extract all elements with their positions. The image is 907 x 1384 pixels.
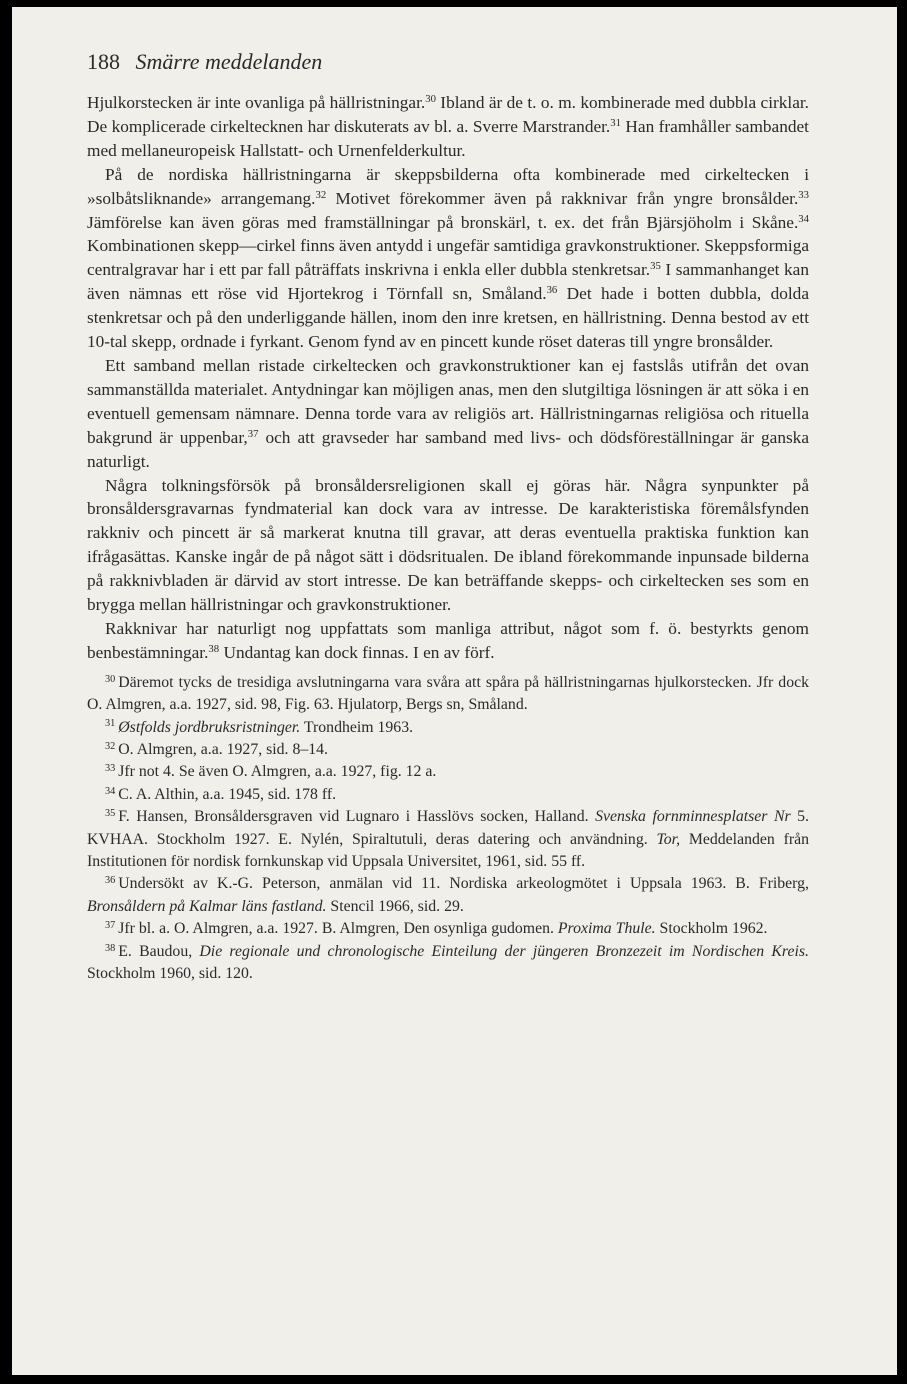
page-number: 188 [87,49,120,74]
footnote-ref: 30 [425,93,436,106]
paragraph-text: Motivet förekommer även på rakknivar från yngre bronsålder. [326,188,799,208]
page [12,7,897,1375]
paragraph-text: Jämförelse kan även göras med framställningar på bronskärl, t. ex. det från Bjärsjöholm i Skåne. [87,212,799,232]
footnote [87,918,809,940]
page-header [87,49,322,75]
paragraph [87,91,809,163]
paragraph [87,354,809,474]
paragraph [87,163,809,354]
footnote-text: Jfr not 4. Se även O. Almgren, a.a. 1927, fig. 12 a. [118,763,437,781]
footnote-number: 31 [105,718,116,730]
footnote-text: C. A. Althin, a.a. 1945, sid. 178 ff. [118,785,337,803]
footnote-text: Stockholm 1960, sid. 120. [87,965,253,983]
footnote-number: 38 [105,942,116,954]
footnote [87,717,809,739]
footnote-number: 33 [105,763,116,775]
footnote-number: 36 [105,875,116,887]
footnote-text: Stencil 1966, sid. 29. [326,897,464,915]
footnote-ref: 38 [208,642,220,655]
footnote-text: Undersökt av K.-G. Peterson, anmälan vid 11. Nordiska arkeologmötet i Uppsala 1963. B. Friberg, [118,875,809,893]
footnote-text: Däremot tycks de tresidiga avslutningarna vara svåra att spåra på hällristningarnas hjulkorstecken. Jfr dock O. Almgren, a.a. 1927, sid. 98, Fig. 63. Hjulatorp, Bergs sn, Småland. [87,673,809,714]
footnote-text: Proxima Thule. [557,920,656,938]
paragraph [87,474,809,617]
footnote-ref: 34 [798,212,809,225]
paragraph [87,617,809,665]
footnote-text: Meddelanden från Institutionen för nordisk fornkunskap vid Uppsala Universitet, 1961, sid. 55 ff. [87,830,809,870]
paragraph-text: På de nordiska hällristningarna är skeppsbilderna ofta kombinerade med cirkeltecken i »solbåtsliknande» arrangemang. [87,164,809,208]
footnote-text: O. Almgren, a.a. 1927, sid. 8–14. [118,740,328,758]
footnote-text: E. Baudou, [118,942,200,960]
footnote-text: Bronsåldern på Kalmar läns fastland. [87,897,327,915]
footnote-text: Jfr bl. a. O. Almgren, a.a. 1927. B. Almgren, Den osynliga gudomen. [118,920,558,938]
footnote-text: Østfolds jordbruksristninger. [118,718,301,736]
footnote-ref: 33 [798,188,809,201]
running-title: Smärre meddelanden [135,49,323,74]
paragraph-text: I sammanhanget kan även nämnas ett röse vid Hjortekrog i Törnfall sn, Småland. [87,260,809,304]
footnote [87,941,809,986]
footnote-number: 34 [105,785,116,797]
footnote-ref: 35 [650,260,661,273]
footnote-ref: 31 [610,117,621,130]
footnote-ref: 32 [315,188,327,201]
footnote-text: Trondheim 1963. [300,718,414,736]
paragraph-text: Ett samband mellan ristade cirkeltecken och gravkonstruktioner kan ej fastslås utifrån det ovan sammanställda materialet. Antydningar kan möjligen anas, men den slutgiltiga lösningen är att söka i en eventuell gemensam nämnare. Denna torde vara av religiös art. Hällristningarnas religiösa och rituella bakgrund är uppenbar, [87,355,809,447]
paragraph-text: Rakknivar har naturligt nog uppfattats som manliga attribut, något som f. ö. bestyrkts genom benbestämningar. [87,618,809,662]
footnote [87,739,809,761]
footnote-ref: 36 [546,284,558,297]
footnote [87,873,809,918]
paragraph-text: Hjulkorstecken är inte ovanliga på hällristningar. [87,93,426,112]
footnote [87,761,809,783]
paragraph-text: Han framhåller sambandet med mellaneuropeisk Hallstatt- och Urnenfelderkultur. [87,116,809,160]
paragraph-text: Ibland är de t. o. m. kombinerade med dubbla cirklar. De komplicerade cirkeltecknen har diskuterats av bl. a. Sverre Marstrander. [87,93,809,136]
paragraph-text: Undantag kan dock finnas. I en av förf. [219,642,495,662]
paragraph-text: och att gravseder har samband med livs- och dödsföreställningar är ganska naturligt. [87,427,809,471]
paragraph-text: Det hade i botten dubbla, dolda stenkretsar och på den underliggande hällen, inom den inre kretsen, en hällristning. Denna bestod av ett 10-tal skepp, ordnade i fyrkant. Genom fynd av en pincett kunde röset dateras till yngre bronsålder. [87,284,809,352]
paragraph-text: Kombinationen skepp—cirkel finns även antydd i ungefär samtidiga gravkonstruktioner. Skeppsformiga centralgravar har i ett par fall påträffats inskrivna i enkla eller dubbla stenkretsar. [87,236,809,280]
footnotes [87,672,809,986]
footnote [87,784,809,806]
footnote [87,806,809,873]
footnote-ref: 37 [247,427,259,440]
paragraph-text: Några tolkningsförsök på bronsåldersreligionen skall ej göras här. Några synpunkter på bronsåldersgravarnas fyndmaterial kan dock vara av intresse. De karakteristiska föremålsfynden rakkniv och pincett är så markerat knutna till gravar, att deras eventuella praktiska funktion kan ifrågasättas. Kanske ingår de på något sätt i dödsritualen. De ibland förekommande inpunsade bilderna på rakknivbladen är därvid av stort intresse. De kan beträffande skepps- och cirkeltecken ses som en brygga mellan hällristningar och gravkonstruktioner. [87,475,809,615]
footnote-text: Tor, [656,830,681,848]
footnote-text: Svenska fornminnesplatser Nr [595,808,791,826]
footnote-text: Stockholm 1962. [655,920,768,938]
footnote-text: Die regionale und chronologische Einteilung der jüngeren Bronzezeit im Nordischen Kreis. [199,942,809,960]
footnote-number: 30 [105,673,116,685]
content [87,91,809,985]
body-text [87,91,809,665]
footnote-number: 32 [105,740,116,752]
footnote-text: F. Hansen, Bronsåldersgraven vid Lugnaro i Hasslövs socken, Halland. [118,808,596,826]
footnote [87,672,809,717]
footnote-number: 35 [105,808,116,820]
footnote-number: 37 [105,920,116,932]
footnote-text: 5. KVHAA. Stockholm 1927. E. Nylén, Spiraltutuli, deras datering och användning. [87,808,809,848]
